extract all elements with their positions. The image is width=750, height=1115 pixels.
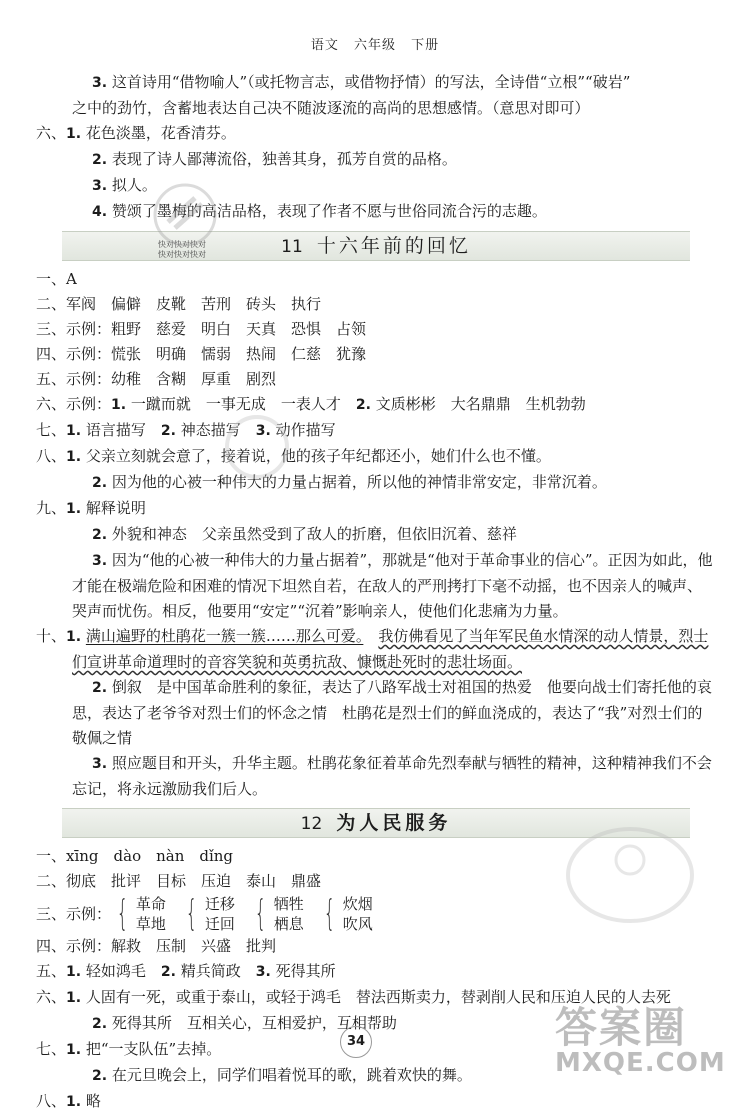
stamp-line: 快对快对快对 bbox=[158, 240, 206, 249]
lesson-title: 十六年前的回忆 bbox=[316, 235, 471, 257]
l12-q5 bbox=[36, 959, 716, 985]
q-number: 1. bbox=[66, 501, 82, 517]
word-pair bbox=[180, 894, 235, 934]
answer-text: 神态描写 bbox=[180, 421, 241, 439]
watermark-en: MXQE.COM bbox=[555, 1048, 726, 1078]
lesson-title: 为人民服务 bbox=[336, 812, 452, 834]
l11-q10-2 bbox=[36, 675, 716, 751]
l12-q1: 一、xīng dào nàn dǐng bbox=[36, 847, 234, 865]
q-number: 1. bbox=[66, 1094, 82, 1110]
answer-text: 拟人。 bbox=[111, 176, 157, 194]
answer-text: 死得其所 bbox=[275, 962, 336, 980]
header-grade: 六年级 bbox=[353, 38, 396, 53]
q-number: 1. bbox=[66, 126, 82, 142]
answer-text: 对烈士们的敬佩之情 bbox=[72, 704, 703, 747]
q-number: 1. bbox=[66, 1042, 82, 1058]
q-number: 2. bbox=[92, 1016, 108, 1032]
answer-text: 解释说明 bbox=[85, 499, 146, 517]
section-label: 七、 bbox=[36, 1040, 67, 1058]
q-number: 3. bbox=[92, 553, 108, 569]
l11-q10-1 bbox=[36, 624, 716, 675]
top-q6-4 bbox=[36, 199, 716, 225]
q-number: 2. bbox=[92, 680, 108, 696]
answer-text: 因为“他的心被一种伟大的力量占据着”，那就是“他对于革命事业的信心”。正因为如此，他才能在极端危险和困难的情况下坦然自若，在敌人的严刑拷打下毫不动摇，也不因亲人的喊声、哭声而忧伤。相反，他要用“安定”“沉着”影响亲人，使他们化悲痛为力量。 bbox=[72, 551, 713, 620]
l11-q1: 一、A bbox=[36, 270, 77, 288]
q-number: 4. bbox=[92, 204, 108, 220]
q-number: 1. bbox=[66, 423, 82, 439]
l12-q2: 二、彻底 批评 目标 压迫 泰山 鼎盛 bbox=[36, 872, 322, 890]
q-number: 1. bbox=[111, 397, 127, 413]
top-q6-1 bbox=[36, 121, 716, 147]
brace-icon: { bbox=[254, 893, 267, 934]
answer-text: 因为他的心被一种伟大的力量占据着，所以他的神情非常安定，非常沉着。 bbox=[111, 473, 607, 491]
q-number: 3. bbox=[255, 964, 271, 980]
top-q3-line2 bbox=[36, 96, 716, 121]
word-bottom: 草地 bbox=[135, 915, 166, 933]
underlined-text: 满山遍野的杜鹃花一簇一簇……那么可爱。 bbox=[85, 627, 364, 645]
page-number: 34 bbox=[340, 1026, 372, 1058]
section-label: 八、 bbox=[36, 447, 67, 465]
q-number: 1. bbox=[66, 964, 82, 980]
section-label: 十、 bbox=[36, 627, 67, 645]
answer-text: 文质彬彬 大名鼎鼎 生机勃勃 bbox=[375, 395, 586, 413]
answer-text: 把“一支队伍”去掉。 bbox=[85, 1040, 222, 1058]
l11-q10-3 bbox=[36, 751, 716, 802]
l11-q9-2 bbox=[36, 522, 716, 548]
answer-text: 父亲立刻就会意了，接着说，他的孩子年纪都还小，她们什么也不懂。 bbox=[85, 447, 551, 465]
header-term: 下册 bbox=[411, 38, 440, 53]
answer-text: 照应题目和开头，升华主题。杜鹃花象征着革命先烈奉献与牺牲的精神，这种精神我们不会忘记，将永远激励我们后人。 bbox=[72, 754, 712, 798]
l11-q6 bbox=[36, 392, 716, 418]
l12-q8 bbox=[36, 1089, 716, 1115]
word-pair bbox=[249, 894, 304, 934]
word-bottom: 吹风 bbox=[342, 915, 373, 933]
section-label: 六、 bbox=[36, 988, 67, 1006]
word-top: 革命 bbox=[135, 895, 166, 913]
q-number: 1. bbox=[66, 449, 82, 465]
answer-text: 赞颂了墨梅的高洁品格，表现了作者不愿与世俗同流合污的志趣。 bbox=[111, 202, 547, 220]
answer-text: 倒叙 是中国革命胜利的象征，表达了八路军战士对祖国的热爱 他要向战士们寄托他的哀思，表达了老爷爷对烈士们的怀念之情 杜鹃花是烈士们的鲜血浇成的，表达了“我” bbox=[72, 678, 712, 722]
l11-q4: 四、示例：慌张 明确 懦弱 热闹 仁慈 犹豫 bbox=[36, 345, 367, 363]
q-number: 2. bbox=[355, 397, 371, 413]
page-header bbox=[0, 34, 750, 53]
answer-text: 死得其所 互相关心，互相爱护，互相帮助 bbox=[111, 1014, 397, 1032]
l12-q4: 四、示例：解救 压制 兴盛 批判 bbox=[36, 937, 277, 955]
section-label: 七、 bbox=[36, 421, 67, 439]
word-bottom: 迁回 bbox=[204, 915, 235, 933]
l11-q8-2 bbox=[36, 470, 716, 496]
watermark-circle-icon bbox=[150, 180, 220, 250]
watermark-circle-icon bbox=[222, 412, 292, 482]
l11-q9-1 bbox=[36, 496, 716, 522]
section-label: 三、示例： bbox=[36, 905, 112, 923]
answer-text: 一蹴而就 一事无成 一表人才 bbox=[130, 395, 341, 413]
answer-text: 表现了诗人鄙薄流俗，独善其身，孤芳自赏的品格。 bbox=[111, 150, 457, 168]
q-number: 2. bbox=[160, 964, 176, 980]
answer-text: 人固有一死，或重于泰山，或轻于鸿毛 替法西斯卖力，替剥削人民和压迫人民的人去死 bbox=[85, 988, 671, 1006]
word-top: 迁移 bbox=[204, 895, 235, 913]
q-number: 2. bbox=[160, 423, 176, 439]
brand-watermark bbox=[555, 1003, 745, 1078]
answer-text: 略 bbox=[85, 1092, 101, 1110]
word-pair bbox=[318, 894, 373, 934]
l11-q8-1 bbox=[36, 444, 716, 470]
answer-text: 外貌和神态 父亲虽然受到了敌人的折磨，但依旧沉着、慈祥 bbox=[111, 525, 517, 543]
watermark-cn: 答案圈 bbox=[555, 1003, 688, 1052]
q-number: 2. bbox=[92, 1068, 108, 1084]
q-number: 1. bbox=[66, 990, 82, 1006]
answer-text: 精兵简政 bbox=[180, 962, 241, 980]
section-label: 五、 bbox=[36, 962, 67, 980]
word-pair bbox=[111, 894, 166, 934]
answer-text: 这首诗用“借物喻人”（或托物言志，或借物抒情）的写法，全诗借“立根”“破岩” bbox=[111, 73, 631, 91]
q-number: 2. bbox=[92, 527, 108, 543]
top-q6-2 bbox=[36, 147, 716, 173]
answer-text: 在元旦晚会上，同学们唱着悦耳的歌，跳着欢快的舞。 bbox=[111, 1066, 472, 1084]
q-number: 3. bbox=[255, 423, 271, 439]
answer-text: 语言描写 bbox=[85, 421, 146, 439]
brace-icon: { bbox=[116, 893, 129, 934]
header-subject: 语文 bbox=[310, 38, 339, 53]
brace-icon: { bbox=[185, 893, 198, 934]
l11-q2: 二、军阀 偏僻 皮靴 苦刑 砖头 执行 bbox=[36, 295, 322, 313]
watermark-circle-icon bbox=[560, 820, 700, 930]
l11-q3: 三、示例：粗野 慈爱 明白 天真 恐惧 占领 bbox=[36, 320, 367, 338]
section-label: 六、示例： bbox=[36, 395, 112, 413]
l11-q9-3 bbox=[36, 548, 716, 624]
q-number: 3. bbox=[92, 756, 108, 772]
q-number: 3. bbox=[92, 75, 108, 91]
brace-icon: { bbox=[323, 893, 335, 934]
lesson-number: 11 bbox=[281, 237, 303, 257]
answer-text: 之中的劲竹，含蓄地表达自己决不随波逐流的高尚的思想感情。（意思对即可） bbox=[72, 99, 590, 117]
top-q6-3 bbox=[36, 173, 716, 199]
q-number: 1. bbox=[66, 629, 82, 645]
answer-text: 轻如鸿毛 bbox=[85, 962, 146, 980]
answer-text: 动作描写 bbox=[275, 421, 336, 439]
section-label: 六、 bbox=[36, 124, 67, 142]
l11-q5: 五、示例：幼稚 含糊 厚重 剧烈 bbox=[36, 370, 277, 388]
section-label: 八、 bbox=[36, 1092, 67, 1110]
answer-text: 花色淡墨，花香清芬。 bbox=[85, 124, 236, 142]
answer-content bbox=[36, 70, 716, 1115]
section-label: 九、 bbox=[36, 499, 67, 517]
l11-q7 bbox=[36, 418, 716, 444]
word-top: 炊烟 bbox=[342, 895, 373, 913]
q-number: 2. bbox=[92, 475, 108, 491]
top-q3-line1 bbox=[36, 70, 716, 96]
wavy-underlined-text: 我仿佛看见了当年军民鱼水情深的动人情景，烈士们宣讲革命道理时的音容笑貌和英勇抗敌、慷慨赴死时的悲壮场面。 bbox=[72, 627, 709, 671]
word-bottom: 栖息 bbox=[273, 915, 304, 933]
word-top: 牺牲 bbox=[273, 895, 304, 913]
q-number: 3. bbox=[92, 178, 108, 194]
stamp-line: 快对快对快对 bbox=[158, 250, 206, 259]
q-number: 2. bbox=[92, 152, 108, 168]
lesson-number: 12 bbox=[300, 814, 323, 834]
